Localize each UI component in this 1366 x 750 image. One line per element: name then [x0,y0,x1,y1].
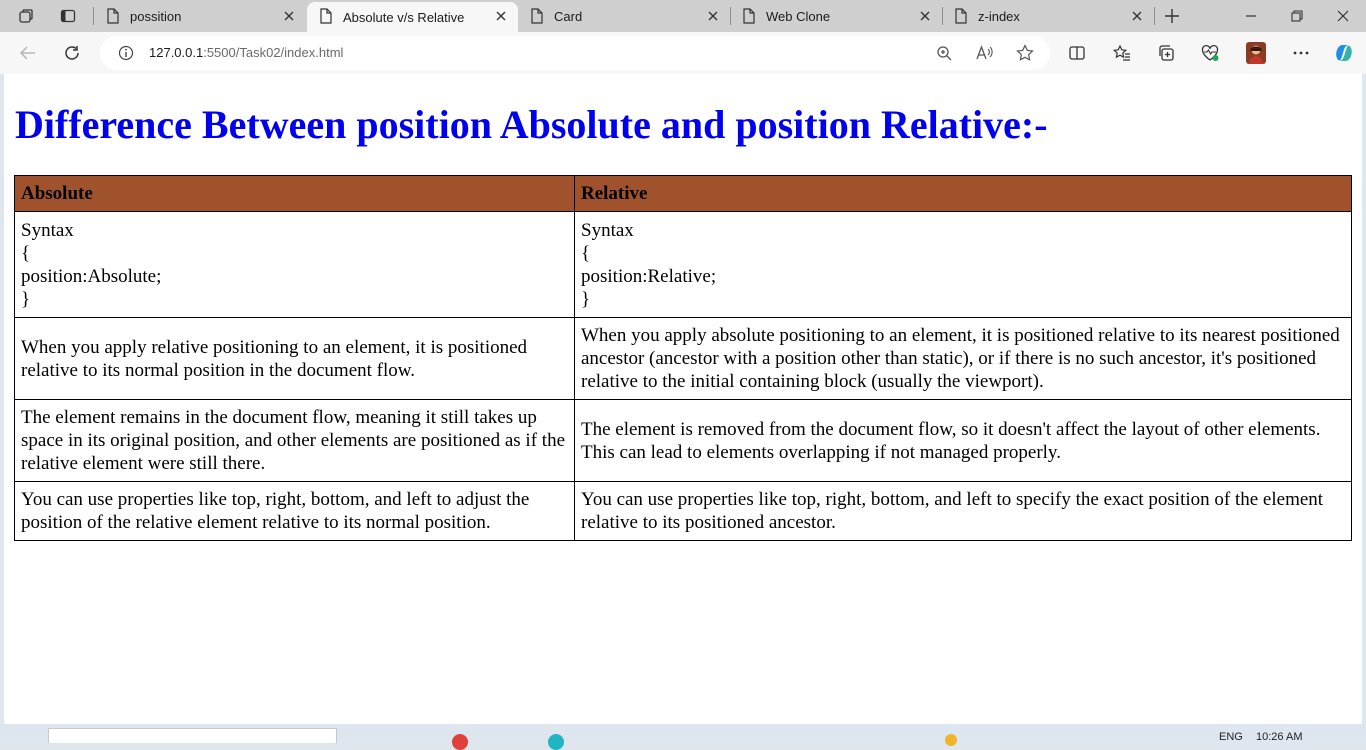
workspaces-button[interactable] [12,4,40,28]
syntax-line: Syntax [581,219,634,241]
close-icon[interactable] [282,9,296,23]
header-relative: Relative [575,176,1352,212]
tab-title: Absolute v/s Relative [343,9,465,25]
table-cell: The element is removed from the document flow, so it doesn't affect the layout of other elements. This can lead to elements overlapping if not managed properly. [575,400,1352,482]
collections-icon [1157,44,1175,62]
syntax-line: { [21,242,31,264]
table-row-syntax [15,212,1352,318]
workspaces-icon [18,8,34,24]
syntax-cell-absolute [15,212,575,318]
syntax-line: position:Relative; [581,265,717,287]
tab-title: possition [130,8,182,24]
close-icon[interactable] [494,9,508,23]
header-absolute: Absolute [15,176,575,212]
table-row [15,400,1352,482]
url-text[interactable] [149,45,343,60]
table-row [15,482,1352,541]
windows-taskbar [0,724,1366,743]
tab-actions-icon [60,8,76,24]
app-icon[interactable] [548,734,564,750]
read-aloud-icon[interactable] [976,45,994,61]
page-viewport [4,74,1362,724]
split-screen-button[interactable] [1061,37,1093,69]
tab-separator [1154,7,1155,25]
minimize-button[interactable] [1228,0,1274,32]
avatar [1246,42,1266,64]
close-icon[interactable] [1130,9,1144,23]
syntax-cell-relative [575,212,1352,318]
more-icon [1292,44,1310,62]
back-button[interactable] [12,37,44,69]
tab-card[interactable] [518,0,730,32]
close-icon[interactable] [706,9,720,23]
syntax-line: } [21,288,31,310]
url-host: 127.0.0.1 [149,45,204,60]
app-icon[interactable] [945,734,957,746]
clock[interactable]: 10:26 AM [1256,731,1303,743]
table-cell: When you apply relative positioning to an element, it is positioned relative to its normal position in the document flow. [15,318,575,400]
page-icon [742,8,756,24]
favorite-star-icon[interactable] [1016,44,1034,62]
language-indicator[interactable]: ENG [1219,731,1243,743]
copilot-icon [1333,42,1355,64]
close-icon [1337,10,1349,22]
refresh-button[interactable] [56,37,88,69]
heart-pulse-icon [1201,44,1219,62]
split-screen-icon [1068,44,1086,62]
page-icon [319,8,333,24]
tab-web-clone[interactable] [730,0,942,32]
browser-toolbar [0,32,1366,74]
app-icon[interactable] [452,734,468,750]
page-icon [530,8,544,24]
restore-icon [1291,10,1303,22]
tab-z-index[interactable] [942,0,1154,32]
tab-title: Card [554,8,583,24]
close-icon[interactable] [918,9,932,23]
info-icon[interactable] [118,45,134,61]
tab-strip [0,0,1366,32]
profile-button[interactable] [1240,37,1272,69]
table-cell: The element remains in the document flow, meaning it still takes up space in its original position, and other elements are positioned as if the relative element were still there. [15,400,575,482]
vertical-tabs-button[interactable] [54,4,82,28]
syntax-line: position:Absolute; [21,265,162,287]
restore-button[interactable] [1274,0,1320,32]
minimize-icon [1245,10,1257,22]
favorites-button[interactable] [1106,37,1138,69]
back-arrow-icon [19,44,37,62]
table-cell: You can use properties like top, right, bottom, and left to specify the exact position of the element relative to its positioned ancestor. [575,482,1352,541]
table-cell: You can use properties like top, right, bottom, and left to adjust the position of the relative element relative to its normal position. [15,482,575,541]
taskbar-search-box[interactable] [48,728,337,743]
refresh-icon [63,44,81,62]
page-title: Difference Between position Absolute and position Relative:- [15,102,1048,147]
tab-possition[interactable] [94,0,306,32]
tab-title: Web Clone [766,8,831,24]
comparison-table [14,175,1352,541]
browser-essentials-button[interactable] [1194,37,1226,69]
table-row [15,318,1352,400]
plus-icon [1164,8,1180,24]
favorites-icon [1113,44,1131,62]
collections-button[interactable] [1150,37,1182,69]
syntax-line: Syntax [21,219,74,241]
syntax-line: { [581,242,591,264]
page-icon [954,8,968,24]
syntax-line: } [581,288,591,310]
url-path: :5500/Task02/index.html [203,45,344,60]
table-header-row [15,176,1352,212]
tab-title: z-index [978,8,1020,24]
close-window-button[interactable] [1320,0,1366,32]
new-tab-button[interactable] [1158,4,1186,28]
zoom-icon[interactable] [936,45,952,61]
copilot-button[interactable] [1328,37,1360,69]
table-cell: When you apply absolute positioning to an element, it is positioned relative to its nearest positioned ancestor (ancestor with a position other than static), or if there is no such ancestor, it's positioned relative to the initial containing block (usually the viewport). [575,318,1352,400]
page-icon [106,8,120,24]
address-bar[interactable] [100,36,1050,70]
settings-more-button[interactable] [1285,37,1317,69]
tab-absolute-vs-relative[interactable] [307,2,518,32]
